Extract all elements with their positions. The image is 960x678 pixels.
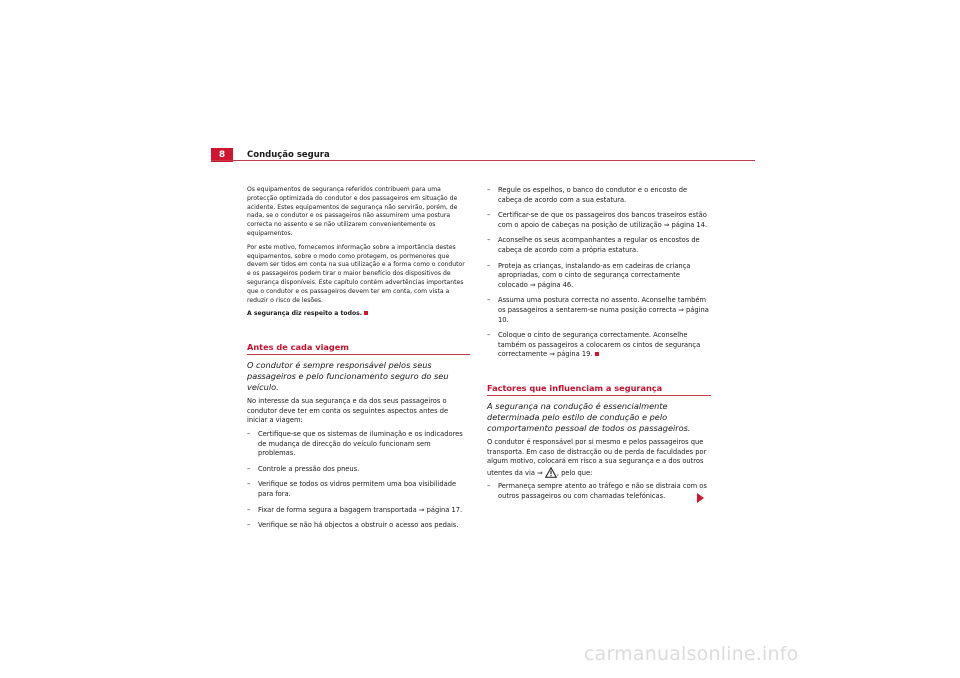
list-item — [487, 296, 711, 325]
list-item-text: Proteja as crianças, instalando-as em cadeiras de criança apropriadas, com o cinto de segurança correctamente colocado ⇒ página 46. — [498, 261, 691, 289]
list-dash: – — [247, 505, 251, 514]
list-dash: – — [487, 211, 491, 220]
list-dash: – — [487, 261, 491, 270]
safety-statement — [247, 310, 470, 319]
list-item-text: Certificar-se de que os passageiros dos bancos traseiros estão com o apoio de cabeças na posição de utilização ⇒ página 14. — [498, 211, 708, 229]
list-dash: – — [487, 331, 491, 340]
list-dash: – — [487, 296, 491, 305]
next-page-arrow-icon[interactable] — [697, 493, 704, 503]
header-rule — [211, 160, 755, 161]
list-item-text: Verifique se todos os vidros permitem uma boa visibilidade para fora. — [258, 480, 457, 498]
list-item — [247, 465, 470, 475]
list-item — [487, 236, 711, 255]
safety-statement-text: A segurança diz respeito a todos. — [247, 310, 363, 318]
list-dash: – — [247, 464, 251, 473]
list-item — [247, 506, 470, 516]
list-item — [247, 480, 470, 499]
end-of-section-mark — [595, 352, 599, 356]
list-item — [487, 331, 711, 360]
warning-triangle-icon[interactable] — [545, 467, 557, 478]
checklist-safety-factors — [487, 482, 711, 501]
list-item-text: Coloque o cinto de segurança correctamente. Aconselhe também os passageiros a colocarem os cintos de segurança correctamente ⇒ página 19. — [498, 331, 701, 359]
list-item-text: Permaneça sempre atento ao tráfego e não se distraia com os outros passageiros ou com chamadas telefónicas. — [498, 482, 707, 500]
list-item-text: Assuma uma postura correcta no assento. Aconselhe também os passageiros a sentarem-se numa posição correcta ⇒ página 10. — [498, 296, 709, 324]
page-number: 8 — [211, 148, 233, 162]
chapter-title: Condução segura — [247, 150, 330, 160]
section-heading-before-trip: Antes de cada viagem — [247, 342, 470, 355]
section-heading-safety-factors: Factores que influenciam a segurança — [487, 383, 711, 396]
intro-paragraph-2: Por este motivo, fornecemos informação sobre a importância destes equipamentos, sobre o modo como protegem, os pormenores que devem ser tidos em conta na sua utilização e a forma como o condutor e os passageiros podem tirar o maior benefício dos dispositivos de segurança disponíveis. Este capítulo contém advertências importantes que o condutor e os passageiros devem ter em conta, com vista a reduzir o risco de lesões. — [247, 243, 465, 304]
list-item-text: Verifique se não há objectos a obstruir o acesso aos pedais. — [258, 521, 459, 530]
list-item — [247, 430, 470, 459]
list-dash: – — [487, 236, 491, 245]
checklist-continued — [487, 186, 711, 360]
list-item-text: Regule os espelhos, o banco do condutor e o encosto de cabeça de acordo com a sua estatura. — [498, 186, 688, 204]
list-dash: – — [487, 186, 491, 194]
list-item-text: Controle a pressão dos pneus. — [258, 464, 360, 473]
checklist-before-trip — [247, 430, 470, 531]
section-body-before-trip: No interesse da sua segurança e da dos seus passageiros o condutor deve ter em conta os seguintes aspectos antes de iniciar a viagem: — [247, 397, 449, 425]
list-item-text: Certifique-se que os sistemas de iluminação e os indicadores de mudança de direcção do veículo funcionam sem problemas. — [258, 429, 463, 458]
list-item — [487, 186, 711, 205]
list-dash: – — [487, 482, 491, 491]
list-item — [247, 521, 470, 531]
watermark: carmanualsonline.info — [584, 643, 799, 665]
list-item-text: Aconselhe os seus acompanhantes a regular os encostos de cabeça de acordo com a própria estatura. — [498, 236, 700, 254]
list-item — [487, 211, 711, 230]
list-item-text: Fixar de forma segura a bagagem transportada ⇒ página 17. — [258, 505, 463, 514]
right-column — [487, 186, 711, 507]
end-of-section-mark — [364, 311, 368, 315]
list-dash: – — [247, 521, 251, 530]
list-item — [487, 262, 711, 291]
intro-paragraph-1: Os equipamentos de segurança referidos contribuem para uma protecção optimizada do condutor e dos passageiros em situação de acidente. Estes equipamentos de segurança não servirão, porém, de nada, se o condutor e os passageiros não assumirem uma postura correcta no assento e se não utilizarem convenientemente os equipamentos. — [247, 186, 458, 237]
list-item — [487, 482, 711, 501]
section-lead-before-trip: O condutor é sempre responsável pelos seus passageiros e pelo funcionamento seguro do seu veículo. — [247, 360, 449, 393]
list-dash: – — [247, 429, 251, 438]
left-column — [247, 186, 470, 537]
section-lead-safety-factors: A segurança na condução é essencialmente determinada pelo estilo de condução e pelo comportamento pessoal de todos os passageiros. — [487, 400, 691, 433]
list-dash: – — [247, 480, 251, 489]
body-text-after-icon: , pelo que: — [556, 468, 593, 477]
section-body-safety-factors — [487, 438, 711, 478]
body-text-before-icon: O condutor é responsável por si mesmo e pelos passageiros que transporta. Em caso de distracção ou de perda de faculdades por algum motivo, colocará em risco a sua segurança e a dos outros utentes da via ⇒ — [487, 437, 707, 477]
